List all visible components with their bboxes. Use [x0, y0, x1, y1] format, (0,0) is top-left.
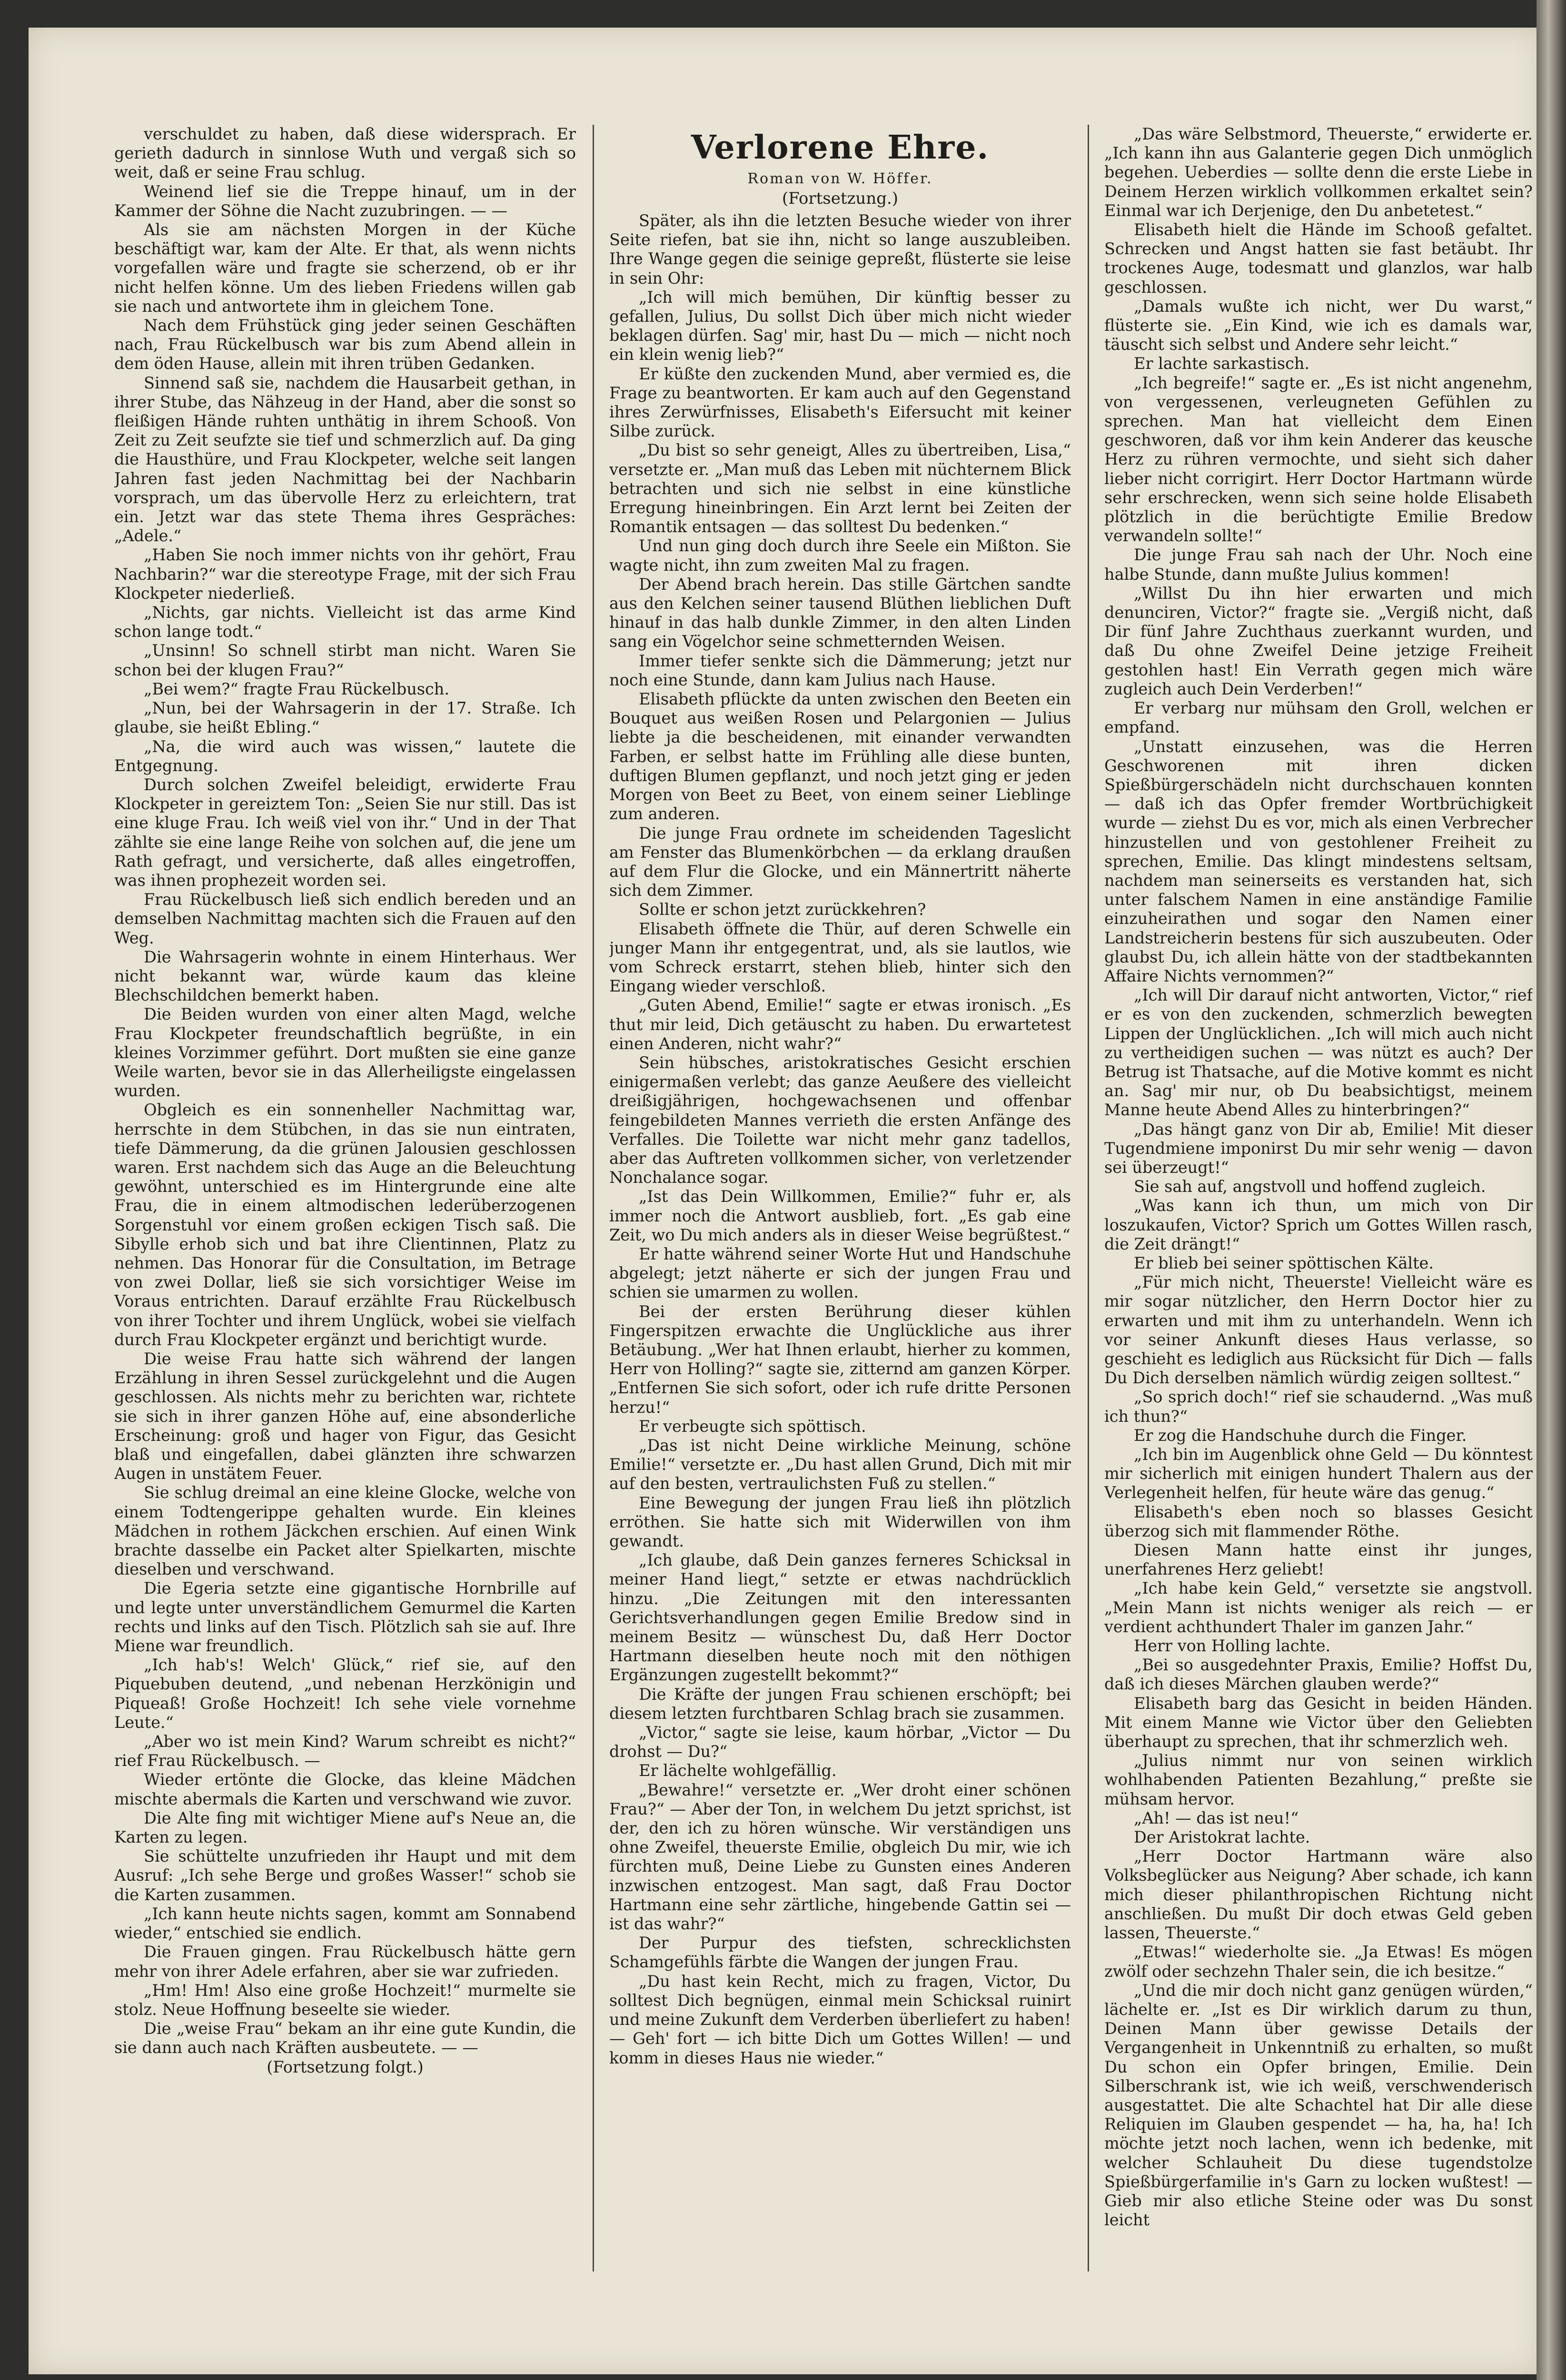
paragraph: „Ich glaube, daß Dein ganzes ferneres Schicksal in meiner Hand liegt,“ setzte er etwas nachdrücklich hinzu. „Die Zeitungen mit den interessanten Gerichtsverhandlungen gegen Emilie Bredow sind in meinem Besitz — wünschest Du, daß Herr Doctor Hartmann dieselben heute noch mit den nöthigen Ergänzungen zugestellt bekommt?“ [609, 1551, 1071, 1685]
text-column-3 [1104, 125, 1533, 2295]
paragraph: Als sie am nächsten Morgen in der Küche beschäftigt war, kam der Alte. Er that, als wenn nichts vorgefallen wäre und fragte sie scherzend, ob er ihr nicht helfen könne. Um des lieben Friedens willen gab sie nach und antwortete ihm in gleichem Tone. [114, 220, 576, 316]
paragraph: Er blieb bei seiner spöttischen Kälte. [1134, 1253, 1434, 1272]
paragraph: Elisabeth barg das Gesicht in beiden Händen. Mit einem Manne wie Victor über den Geliebten überhaupt zu sprechen, that ihr schmerzlich weh. [1104, 1694, 1533, 1751]
paragraph: Elisabeth's eben noch so blasses Gesicht überzog sich mit flammender Röthe. [1104, 1502, 1533, 1540]
paragraph: „Guten Abend, Emilie!“ sagte er etwas ironisch. „Es thut mir leid, Dich getäuscht zu haben. Du erwartetest einen Anderen, nicht wahr?“ [609, 996, 1071, 1053]
paragraph: Die weise Frau hatte sich während der langen Erzählung in ihren Sessel zurückgelehnt und die Augen geschlossen. Als nichts mehr zu berichten war, richtete sie sich in ihrer ganzen Höhe auf, eine absonderliche Erscheinung: groß und hager von Figur, das Gesicht blaß und eingefallen, dabei glänzten ihre schwarzen Augen in unstätem Feuer. [114, 1349, 576, 1483]
paragraph: „Du hast kein Recht, mich zu fragen, Victor, Du solltest Dich begnügen, einmal mein Schicksal ruinirt und meine Zukunft dem Verderben überliefert zu haben! — Geh' fort — ich bitte Dich um Gottes Willen! — und komm in dieses Haus nie wieder.“ [609, 1972, 1071, 2067]
paragraph: „Das wäre Selbstmord, Theuerste,“ erwiderte er. „Ich kann ihn aus Galanterie gegen Dich unmöglich begehen. Ueberdies — sollte denn die erste Liebe in Deinem Herzen wirklich vollkommen erkaltet sein? Einmal war ich Derjenige, den Du anbetetest.“ [1104, 125, 1533, 220]
paragraph: verschuldet zu haben, daß diese widersprach. Er gerieth dadurch in sinnlose Wuth und vergaß sich so weit, daß er seine Frau schlug. [114, 125, 576, 182]
paragraph: Wieder ertönte die Glocke, das kleine Mädchen mischte abermals die Karten und verschwand wie zuvor. [114, 1770, 576, 1808]
paragraph: Und nun ging doch durch ihre Seele ein Mißton. Sie wagte nicht, ihn zum zweiten Mal zu fragen. [609, 536, 1071, 575]
paragraph: Elisabeth pflückte da unten zwischen den Beeten ein Bouquet aus weißen Rosen und Pelargonien — Julius liebte ja die bescheidenen, mit einander verwandten Farben, er selbst hatte im Frühling alle diese bunten, duftigen Blumen gepflanzt, und noch jetzt ging er jeden Morgen von Beet zu Beet, von einem seiner Lieblinge zum anderen. [609, 690, 1071, 823]
paragraph: Diesen Mann hatte einst ihr junges, unerfahrenes Herz geliebt! [1104, 1541, 1533, 1579]
paragraph: Er lächelte wohlgefällig. [639, 1761, 837, 1780]
paragraph: „Das ist nicht Deine wirkliche Meinung, schöne Emilie!“ versetzte er. „Du hast allen Grund, Dich mit mir auf den besten, vertraulichsten Fuß zu stellen.“ [609, 1436, 1071, 1493]
paragraph: „Was kann ich thun, um mich von Dir loszukaufen, Victor? Sprich um Gottes Willen rasch, die Zeit drängt!“ [1104, 1196, 1533, 1253]
paragraph: Die Frauen gingen. Frau Rückelbusch hätte gern mehr von ihrer Adele erfahren, aber sie war zufrieden. [114, 1943, 576, 1981]
paragraph: „Herr Doctor Hartmann wäre also Volksbeglücker aus Neigung? Aber schade, ich kann mich dieser philanthropischen Richtung nicht anschließen. Du mußt Dir doch etwas Geld geben lassen, Theuerste.“ [1104, 1847, 1533, 1943]
paragraph: Die junge Frau ordnete im scheidenden Tageslicht am Fenster das Blumenkörbchen — da erklang draußen auf dem Flur die Glocke, und ein Männertritt näherte sich dem Zimmer. [609, 823, 1071, 900]
text-column-1 [114, 125, 576, 2295]
paragraph: Bei der ersten Berührung dieser kühlen Fingerspitzen erwachte die Unglückliche aus ihrer Betäubung. „Wer hat Ihnen erlaubt, hierher zu kommen, Herr von Holling?“ sagte sie, zitternd am ganzen Körper. „Entfernen Sie sich sofort, oder ich rufe dritte Personen herzu!“ [609, 1302, 1071, 1417]
paragraph: Der Abend brach herein. Das stille Gärtchen sandte aus den Kelchen seiner tausend Blüthen lieblichen Duft hinauf in das halb dunkle Zimmer, in den alten Linden sang ein Vögelchor seine schmetternden Weisen. [609, 575, 1071, 651]
paragraph: Eine Bewegung der jungen Frau ließ ihn plötzlich erröthen. Sie hatte sich mit Widerwillen von ihm gewandt. [609, 1493, 1071, 1551]
paragraph: Er verbarg nur mühsam den Groll, welchen er empfand. [1104, 699, 1533, 737]
paragraph: „Bewahre!“ versetzte er. „Wer droht einer schönen Frau?“ — Aber der Ton, in welchem Du jetzt sprichst, ist der, den ich zu hören wünsche. Wir verständigen uns ohne Zweifel, theuerste Emilie, obgleich Du mir, wie ich fürchten muß, Deine Liebe zu Gunsten eines Anderen inzwischen entzogest. Man sagt, daß Frau Doctor Hartmann eine sehr zärtliche, hingebende Gattin sei — ist das wahr?“ [609, 1780, 1071, 1934]
paragraph: Er zog die Handschuhe durch die Finger. [1134, 1426, 1467, 1445]
paragraph: Er hatte während seiner Worte Hut und Handschuhe abgelegt; jetzt näherte er sich der jungen Frau und schien sie umarmen zu wollen. [609, 1244, 1071, 1302]
paragraph: „Unsinn! So schnell stirbt man nicht. Waren Sie schon bei der klugen Frau?“ [114, 641, 576, 679]
paragraph: Der Purpur des tiefsten, schrecklichsten Schamgefühls färbte die Wangen der jungen Frau. [609, 1934, 1071, 1972]
paragraph: „Ich begreife!“ sagte er. „Es ist nicht angenehm, von vergessenen, verleugneten Gefühlen zu sprechen. Man hat vielleicht dem Einen geschworen, daß vor ihm kein Anderer das keusche Herz zu rühren vermochte, und sieht sich daher lieber nicht corrigirt. Herr Doctor Hartmann würde sehr erschrecken, wenn sich seine holde Elisabeth plötzlich in die berüchtigte Emilie Bredow verwandeln sollte!“ [1104, 373, 1533, 545]
paragraph: „Für mich nicht, Theuerste! Vielleicht wäre es mir sogar nützlicher, den Herrn Doctor hier zu erwarten und mit ihm zu unterhandeln. Wenn ich vor seiner Ankunft dieses Haus verlasse, so geschieht es lediglich aus Rücksicht für Dich — falls Du Dich derselben nämlich würdig zeigen solltest.“ [1104, 1273, 1533, 1388]
paragraph: „Willst Du ihn hier erwarten und mich denunciren, Victor?“ fragte sie. „Vergiß nicht, daß Dir fünf Jahre Zuchthaus zuerkannt wurden, und daß Du ohne Zweifel Deine jetzige Freiheit gestohlen hast! Ein Verrath gegen mich wäre zugleich auch Dein Verderben!“ [1104, 584, 1533, 698]
column-rule-left [593, 125, 594, 2271]
paragraph: „Na, die wird auch was wissen,“ lautete die Entgegnung. [114, 737, 576, 775]
paragraph: Die Egeria setzte eine gigantische Hornbrille auf und legte unter unverständlichem Gemurmel die Karten rechts und links auf den Tisch. Plötzlich sah sie auf. Ihre Miene war freundlich. [114, 1579, 576, 1656]
paragraph: Später, als ihn die letzten Besuche wieder von ihrer Seite riefen, bat sie ihn, nicht so lange auszubleiben. Ihre Wange gegen die seinige gepreßt, flüsterte sie leise in sein Ohr: [609, 211, 1071, 288]
paragraph: Sinnend saß sie, nachdem die Hausarbeit gethan, in ihrer Stube, das Nähzeug in der Hand, aber die sonst so fleißigen Hände ruhten unthätig in ihrem Schooß. Von Zeit zu Zeit seufzte sie tief und schmerzlich auf. Da ging die Hausthüre, und Frau Klockpeter, welche seit langen Jahren fast jeden Nachmittag bei der Nachbarin vorsprach, um das übervolle Herz zu erleichtern, trat ein. Jetzt war das stete Thema ihres Gespräches: „Adele.“ [114, 373, 576, 545]
paragraph: Herr von Holling lachte. [1134, 1636, 1331, 1656]
paragraph: „Julius nimmt nur von seinen wirklich wohlhabenden Patienten Bezahlung,“ preßte sie mühsam hervor. [1104, 1751, 1533, 1808]
paragraph: „Ich kann heute nichts sagen, kommt am Sonnabend wieder,“ entschied sie endlich. [114, 1904, 576, 1943]
paragraph: Durch solchen Zweifel beleidigt, erwiderte Frau Klockpeter in gereiztem Ton: „Seien Sie nur still. Das ist eine kluge Frau. Ich weiß viel von ihr.“ Und in der That zählte sie eine lange Reihe von solchen auf, die jene um Rath gefragt, und versicherte, daß alles eingetroffen, was ihnen prophezeit worden sei. [114, 775, 576, 890]
paragraph: „Nichts, gar nichts. Vielleicht ist das arme Kind schon lange todt.“ [114, 603, 576, 641]
paragraph: „Bei wem?“ fragte Frau Rückelbusch. [144, 679, 449, 698]
paragraph: „Victor,“ sagte sie leise, kaum hörbar, „Victor — Du drohst — Du?“ [609, 1723, 1071, 1761]
paragraph: Elisabeth öffnete die Thür, auf deren Schwelle ein junger Mann ihr entgegentrat, und, als sie lautlos, wie vom Schreck erstarrt, stehen blieb, hinter sich den Eingang wieder verschloß. [609, 919, 1071, 996]
paragraph: „Ich will Dir darauf nicht antworten, Victor,“ rief er es von den zuckenden, schmerzlich bewegten Lippen der Unglücklichen. „Ich will mich auch nicht zu vertheidigen suchen — was nützt es auch? Der Betrug ist Thatsache, auf die Motive kommt es nicht an. Sag' mir nur, ob Du beabsichtigst, meinem Manne heute Abend Alles zu hinterbringen?“ [1104, 986, 1533, 1120]
column-2-paragraphs [609, 211, 1071, 2068]
paragraph: Nach dem Frühstück ging jeder seinen Geschäften nach, Frau Rückelbusch war bis zum Abend allein in dem öden Hause, allein mit ihren trüben Gedanken. [114, 316, 576, 373]
paragraph: „Ist das Dein Willkommen, Emilie?“ fuhr er, als immer noch die Antwort ausblieb, fort. „Es gab eine Zeit, wo Du mich anders als in dieser Weise begrüßtest.“ [609, 1187, 1071, 1244]
paragraph: Sein hübsches, aristokratisches Gesicht erschien einigermaßen verlebt; das ganze Aeußere des vielleicht dreißigjährigen, hochgewachsenen und offenbar feingebildeten Mannes verrieth die ersten Anfänge des Verfalles. Die Toilette war nicht mehr ganz tadellos, aber das Auftreten vollkommen sicher, von verletzender Nonchalance sogar. [609, 1053, 1071, 1187]
paragraph: Weinend lief sie die Treppe hinauf, um in der Kammer der Söhne die Nacht zuzubringen. — — [114, 182, 576, 220]
paragraph: „Ich habe kein Geld,“ versetzte sie angstvoll. „Mein Mann ist nichts weniger als reich — er verdient achthundert Thaler im ganzen Jahr.“ [1104, 1579, 1533, 1636]
paragraph: „Du bist so sehr geneigt, Alles zu übertreiben, Lisa,“ versetzte er. „Man muß das Leben mit nüchternem Blick betrachten und sich nie selbst in eine künstliche Erregung hineinbringen. Ein Arzt lernt bei Zeiten der Romantik entsagen — das solltest Du bedenken.“ [609, 441, 1071, 536]
paragraph: „Unstatt einzusehen, was die Herren Geschworenen mit ihren dicken Spießbürgerschädeln nicht durchschauen konnten — daß ich das Opfer fremder Wortbrüchigkeit wurde — ziehst Du es vor, mich als einen Verbrecher hinzustellen und von gestohlener Freiheit zu sprechen, Emilie. Das klingt mindestens seltsam, nachdem man seinerseits es verstanden hat, sich unter falschem Namen in eine anständige Familie einzuheirathen und sogar den Namen einer Landstreicherin bestens für sich auszubeuten. Oder glaubst Du, ich allein hätte von der stadtbekannten Affaire Nichts vernommen?“ [1104, 737, 1533, 985]
paragraph: Sollte er schon jetzt zurückkehren? [639, 900, 926, 919]
paragraph: „So sprich doch!“ rief sie schaudernd. „Was muß ich thun?“ [1104, 1388, 1533, 1426]
story-byline: Roman von W. Höffer. [747, 170, 933, 187]
text-column-2 [609, 125, 1071, 2295]
paragraph: Er lachte sarkastisch. [1134, 354, 1310, 373]
paragraph: Die Kräfte der jungen Frau schienen erschöpft; bei diesem letzten furchtbaren Schlag brach sie zusammen. [609, 1685, 1071, 1723]
paragraph: Die Wahrsagerin wohnte in einem Hinterhaus. Wer nicht bekannt war, würde kaum das kleine Blechschildchen bemerkt haben. [114, 947, 576, 1005]
paragraph: Sie schüttelte unzufrieden ihr Haupt und mit dem Ausruf: „Ich sehe Berge und großes Wasser!“ schob sie die Karten zusammen. [114, 1847, 576, 1904]
paragraph: „Haben Sie noch immer nichts von ihr gehört, Frau Nachbarin?“ war die stereotype Frage, mit der sich Frau Klockpeter niederließ. [114, 545, 576, 603]
paragraph: „Und die mir doch nicht ganz genügen würden,“ lächelte er. „Ist es Dir wirklich darum zu thun, Deinen Mann über gewisse Details der Vergangenheit in Unkenntniß zu erhalten, so mußt Du schon ein Opfer bringen, Emilie. Dein Silberschrank ist, wie ich weiß, verschwenderisch ausgestattet. Die alte Schachtel hat Dir alle diese Reliquien im Glauben gespendet — ha, ha, ha! Ich möchte jetzt noch lachen, wenn ich bedenke, mit welcher Schlauheit Du diese tugendstolze Spießbürgerfamilie in's Garn zu locken wußtest! — Gieb mir also etliche Steine oder was Du sonst leicht [1104, 1981, 1533, 2230]
paragraph: „Nun, bei der Wahrsagerin in der 17. Straße. Ich glaube, sie heißt Ebling.“ [114, 699, 576, 737]
paragraph: Sie schlug dreimal an eine kleine Glocke, welche von einem Todtengerippe gehalten wurde. Ein kleines Mädchen in rothem Jäckchen erschien. Auf einen Wink brachte dasselbe ein Packet alter Spielkarten, mischte dieselben und verschwand. [114, 1483, 576, 1579]
paragraph: Die junge Frau sah nach der Uhr. Noch eine halbe Stunde, dann mußte Julius kommen! [1104, 545, 1533, 584]
paragraph: Frau Rückelbusch ließ sich endlich bereden und an demselben Nachmittag machten sich die Frauen auf den Weg. [114, 890, 576, 947]
paragraph: „Ah! — das ist neu!“ [1134, 1808, 1299, 1827]
paragraph: „Das hängt ganz von Dir ab, Emilie! Mit dieser Tugendmiene imponirst Du mir sehr wenig — davon sei überzeugt!“ [1104, 1120, 1533, 1177]
paragraph: „Etwas!“ wiederholte sie. „Ja Etwas! Es mögen zwölf oder sechzehn Thaler sein, die ich besitze.“ [1104, 1943, 1533, 1981]
continuation-note: (Fortsetzung folgt.) [267, 2057, 424, 2076]
page-binding-edge [1536, 0, 1566, 2380]
paragraph: „Ich bin im Augenblick ohne Geld — Du könntest mir sicherlich mit einigen hundert Thalern aus der Verlegenheit helfen, für heute wäre das genug.“ [1104, 1445, 1533, 1502]
paragraph: Elisabeth hielt die Hände im Schooß gefaltet. Schrecken und Angst hatten sie fast betäubt. Ihr trockenes Auge, todesmatt und glanzlos, war halb geschlossen. [1104, 220, 1533, 297]
paragraph: Die „weise Frau“ bekam an ihr eine gute Kundin, die sie dann auch nach Kräften ausbeutete. — — [114, 2019, 576, 2057]
paragraph: Er verbeugte sich spöttisch. [639, 1417, 866, 1436]
paragraph: „Damals wußte ich nicht, wer Du warst,“ flüsterte sie. „Ein Kind, wie ich es damals war, täuscht sich selbst und Andere sehr leicht.“ [1104, 297, 1533, 354]
paragraph: Der Aristokrat lachte. [1134, 1828, 1310, 1847]
paragraph: „Ich will mich bemühen, Dir künftig besser zu gefallen, Julius, Du sollst Dich über mich nicht wieder beklagen dürfen. Sag' mir, hast Du — mich — nicht noch ein klein wenig lieb?“ [609, 288, 1071, 364]
paragraph: „Ich hab's! Welch' Glück,“ rief sie, auf den Piquebuben deutend, „und nebenan Herzkönigin und Piqueaß! Große Hochzeit! Ich sehe viele vornehme Leute.“ [114, 1656, 576, 1732]
paragraph: Obgleich es ein sonnenheller Nachmittag war, herrschte in dem Stübchen, in das sie nun eintraten, tiefe Dämmerung, da die grünen Jalousien geschlossen waren. Erst nachdem sich das Auge an die Beleuchtung gewöhnt, unterschied es im Hintergrunde eine alte Frau, die in einem altmodischen lederüberzogenen Sorgenstuhl vor einem großen eckigen Tisch saß. Die Sibylle erhob sich und bat ihre Clientinnen, Platz zu nehmen. Das Honorar für die Consultation, im Betrage von zwei Dollar, ließ sie sich vorsichtiger Weise im Voraus entrichten. Darauf erzählte Frau Rückelbusch von ihrer Tochter und ihrem Unglück, wobei sie vielfach durch Frau Klockpeter ergänzt und berichtigt wurde. [114, 1101, 576, 1349]
story-continuation-label: (Fortsetzung.) [782, 189, 899, 208]
column-rule-right [1088, 125, 1089, 2271]
paragraph: Er küßte den zuckenden Mund, aber vermied es, die Frage zu beantworten. Er kam auch auf den Gegenstand ihres Zerwürfnisses, Elisabeth's Eifersucht mit keiner Silbe zurück. [609, 364, 1071, 441]
paragraph: Die Alte fing mit wichtiger Miene auf's Neue an, die Karten zu legen. [114, 1808, 576, 1847]
paragraph: „Hm! Hm! Also eine große Hochzeit!“ murmelte sie stolz. Neue Hoffnung beseelte sie wieder. [114, 1981, 576, 2019]
column-3-paragraphs [1104, 125, 1533, 2230]
paragraph: „Bei so ausgedehnter Praxis, Emilie? Hoffst Du, daß ich dieses Märchen glauben werde?“ [1104, 1656, 1533, 1694]
story-title: Verlorene Ehre. [691, 129, 990, 167]
paragraph: Die Beiden wurden von einer alten Magd, welche Frau Klockpeter freundschaftlich begrüßte, in ein kleines Vorzimmer geführt. Dort mußten sie eine ganze Weile warten, bevor sie in das Allerheiligste eingelassen wurden. [114, 1005, 576, 1101]
paragraph: „Aber wo ist mein Kind? Warum schreibt es nicht?“ rief Frau Rückelbusch. — [114, 1732, 576, 1770]
paragraph: Immer tiefer senkte sich die Dämmerung; jetzt nur noch eine Stunde, dann kam Julius nach Hause. [609, 651, 1071, 689]
column-1-paragraphs [114, 125, 576, 2058]
paragraph: Sie sah auf, angstvoll und hoffend zugleich. [1134, 1177, 1486, 1196]
